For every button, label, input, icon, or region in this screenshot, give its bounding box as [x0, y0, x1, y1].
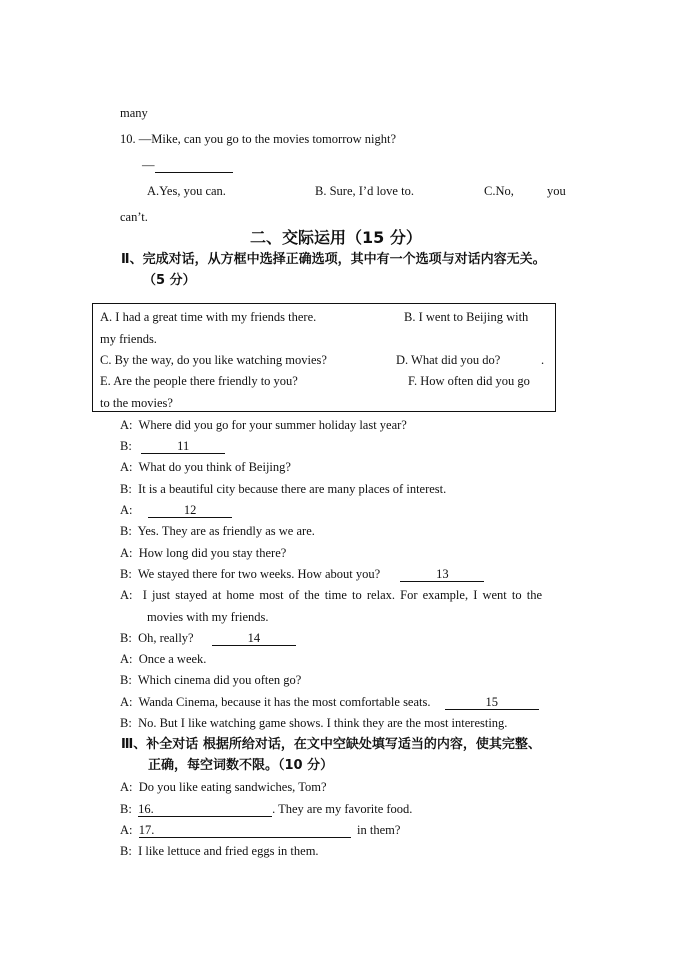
- dialogue-text: in them?: [357, 823, 401, 837]
- answer-blank-13[interactable]: 13: [400, 567, 484, 582]
- speaker: B:: [120, 567, 132, 581]
- speaker: B:: [120, 673, 132, 687]
- speaker: A:: [120, 503, 133, 517]
- speaker: B:: [120, 844, 132, 858]
- dialogue-text: No. But I like watching game shows. I think they are the most interesting.: [138, 716, 508, 730]
- option-f-part2: to the movies?: [100, 396, 173, 410]
- dialogue-line: [120, 715, 507, 731]
- dialogue-line: [120, 481, 446, 497]
- dialogue-text: Oh, really?: [138, 631, 194, 645]
- dialogue-text: Where did you go for your summer holiday last year?: [138, 418, 407, 432]
- dialogue-line: [120, 694, 539, 710]
- dialogue-text: Which cinema did you often go?: [137, 673, 302, 687]
- speaker: B:: [120, 716, 132, 730]
- option-d-dot: .: [541, 353, 545, 367]
- dialogue-line: [120, 630, 296, 646]
- dialogue-line: [120, 779, 327, 795]
- speaker: A:: [120, 546, 133, 560]
- answer-blank-14[interactable]: 14: [212, 631, 296, 646]
- question-10-option-c-part1: C.No,: [484, 184, 514, 198]
- dialogue-text: How long did you stay there?: [138, 546, 287, 560]
- dash: —: [142, 158, 155, 172]
- dialogue-line: [120, 587, 542, 603]
- dialogue-line: [120, 502, 232, 518]
- dialogue-line: [120, 801, 412, 817]
- section-title: 二、交际运用（15 分）: [250, 228, 422, 247]
- speaker: A:: [120, 823, 133, 837]
- speaker: A:: [120, 460, 133, 474]
- dialogue-text: We stayed there for two weeks. How about you?: [137, 567, 381, 581]
- question-10: 10. —Mike, can you go to the movies tomorrow night?: [120, 132, 397, 146]
- option-e: E. Are the people there friendly to you?: [100, 374, 298, 388]
- option-b-part2: my friends.: [100, 332, 157, 346]
- answer-blank-15[interactable]: 15: [445, 695, 539, 710]
- speaker: A:: [120, 780, 133, 794]
- speaker: B:: [120, 802, 132, 816]
- speaker: A:: [120, 588, 133, 602]
- question-10-option-c-part3: can’t.: [120, 210, 148, 224]
- dialogue-text: What do you think of Beijing?: [138, 460, 291, 474]
- speaker: B:: [120, 482, 132, 496]
- speaker: A:: [120, 695, 133, 709]
- option-c: C. By the way, do you like watching movies?: [100, 353, 327, 367]
- option-text-many: many: [120, 106, 148, 120]
- option-b-part1: B. I went to Beijing with: [404, 310, 529, 324]
- part-iii-title-line2: 正确，每空词数不限。（10 分）: [148, 758, 334, 773]
- dialogue-text: . They are my favorite food.: [272, 802, 413, 816]
- dialogue-text: I like lettuce and fried eggs in them.: [138, 844, 319, 858]
- dialogue-line: [120, 651, 206, 667]
- dialogue-line: [120, 566, 484, 582]
- speaker: B:: [120, 524, 132, 538]
- question-10-option-c-part2: you: [547, 184, 566, 198]
- dialogue-text: Yes. They are as friendly as we are.: [137, 524, 315, 538]
- dialogue-line-continued: movies with my friends.: [147, 610, 269, 624]
- answer-blank[interactable]: [155, 158, 233, 173]
- dialogue-line: [120, 545, 286, 561]
- dialogue-text: I just stayed at home most of the time to relax. For example, I went to the: [142, 588, 543, 602]
- option-d: D. What did you do?: [396, 353, 501, 367]
- dialogue-line: [120, 672, 301, 688]
- part-ii-score: （5 分）: [143, 273, 196, 288]
- part-ii-title: Ⅱ、完成对话，从方框中选择正确选项，其中有一个选项与对话内容无关。: [121, 252, 546, 267]
- speaker: B:: [120, 631, 132, 645]
- dialogue-text: Wanda Cinema, because it has the most comfortable seats.: [138, 695, 431, 709]
- speaker: A:: [120, 418, 133, 432]
- dialogue-line: [120, 417, 407, 433]
- dialogue-line: [120, 523, 315, 539]
- answer-blank-16[interactable]: 16.: [138, 802, 272, 817]
- speaker: A:: [120, 652, 133, 666]
- part-iii-title-line1: Ⅲ、补全对话 根据所给对话，在文中空缺处填写适当的内容，使其完整、: [121, 737, 541, 752]
- option-a: A. I had a great time with my friends there.: [100, 310, 317, 324]
- answer-blank-17[interactable]: 17.: [139, 823, 351, 838]
- question-10-option-a: A.Yes, you can.: [147, 184, 226, 198]
- answer-blank-11[interactable]: 11: [141, 439, 225, 454]
- dialogue-line: [120, 843, 319, 859]
- question-10-answer-line: [142, 157, 233, 173]
- dialogue-line: [120, 438, 225, 454]
- answer-blank-12[interactable]: 12: [148, 503, 232, 518]
- question-10-option-b: B. Sure, I’d love to.: [315, 184, 414, 198]
- dialogue-line: [120, 459, 291, 475]
- option-f-part1: F. How often did you go: [408, 374, 530, 388]
- dialogue-text: Do you like eating sandwiches, Tom?: [138, 780, 327, 794]
- dialogue-text: Once a week.: [138, 652, 207, 666]
- dialogue-line: [120, 822, 400, 838]
- dialogue-text: It is a beautiful city because there are many places of interest.: [138, 482, 447, 496]
- speaker: B:: [120, 439, 132, 453]
